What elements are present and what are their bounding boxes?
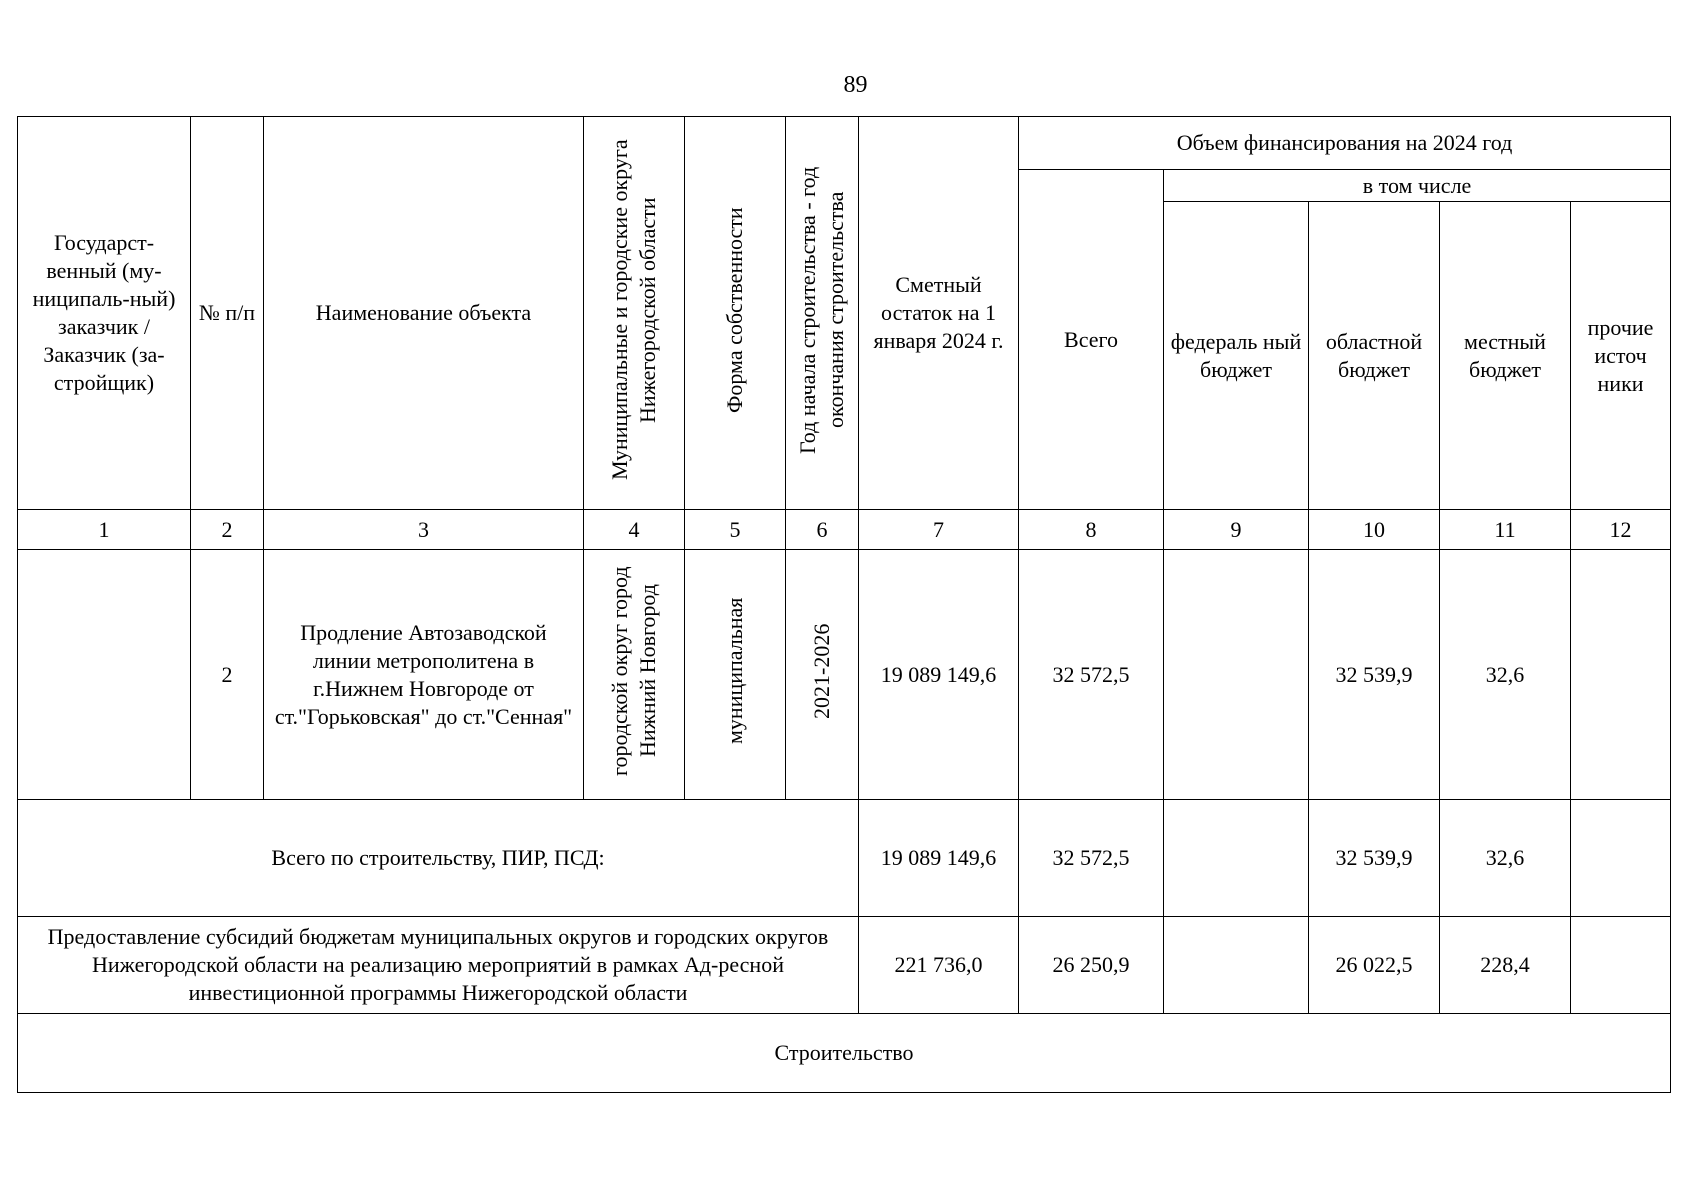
- total-row: [18, 800, 1671, 917]
- object-customer: [18, 550, 191, 800]
- column-number: 11: [1440, 510, 1571, 550]
- column-number: 12: [1571, 510, 1671, 550]
- object-years-cell: [786, 550, 859, 800]
- object-years: 2021-2026: [809, 623, 834, 719]
- subsidy-other: [1571, 917, 1671, 1014]
- object-other: [1571, 550, 1671, 800]
- subsidy-label: Предоставление субсидий бюджетам муниципальных округов и городских округов Нижегородской области на реализацию мероприятий в рамках Ад-ресной инвестиционной программы Нижегородской области: [18, 917, 859, 1014]
- object-municipality-cell: [584, 550, 685, 800]
- object-federal: [1164, 550, 1309, 800]
- object-ownership: муниципальная: [722, 597, 747, 745]
- object-municipality: городской округ город Нижний Новгород: [607, 566, 660, 776]
- section-construction: Строительство: [18, 1014, 1671, 1093]
- header-ownership-cell: [685, 117, 786, 510]
- header-ownership: Форма собственности: [722, 206, 747, 413]
- object-total: 32 572,5: [1019, 550, 1164, 800]
- object-estimate-balance: 19 089 149,6: [859, 550, 1019, 800]
- total-other: [1571, 800, 1671, 917]
- object-name: Продление Автозаводской линии метрополитена в г.Нижнем Новгороде от ст."Горьковская" до ст."Сенная": [264, 550, 584, 800]
- header-municipality: Муниципальные и городские округа Нижегородской области: [607, 139, 660, 480]
- total-federal: [1164, 800, 1309, 917]
- investment-table: [17, 116, 1671, 1093]
- header-object-name: Наименование объекта: [264, 117, 584, 510]
- total-regional: 32 539,9: [1309, 800, 1440, 917]
- column-number: 8: [1019, 510, 1164, 550]
- page-number: 89: [843, 72, 868, 98]
- header-including: в том числе: [1164, 170, 1671, 202]
- subsidy-row: [18, 917, 1671, 1014]
- column-number: 10: [1309, 510, 1440, 550]
- subsidy-local: 228,4: [1440, 917, 1571, 1014]
- header-regional: областной бюджет: [1309, 202, 1440, 510]
- column-number: 3: [264, 510, 584, 550]
- object-local: 32,6: [1440, 550, 1571, 800]
- header-funding-title: Объем финансирования на 2024 год: [1019, 117, 1671, 170]
- object-regional: 32 539,9: [1309, 550, 1440, 800]
- header-years-cell: [786, 117, 859, 510]
- object-number: 2: [191, 550, 264, 800]
- column-number: 4: [584, 510, 685, 550]
- column-number: 5: [685, 510, 786, 550]
- header-estimate-balance: Сметный остаток на 1 января 2024 г.: [859, 117, 1019, 510]
- header-row-1: [18, 117, 1671, 170]
- header-municipality-cell: [584, 117, 685, 510]
- header-local: местный бюджет: [1440, 202, 1571, 510]
- column-number-row: [18, 510, 1671, 550]
- object-ownership-cell: [685, 550, 786, 800]
- header-years: Год начала строительства - год окончания строительства: [795, 165, 848, 454]
- header-other: прочие источ ники: [1571, 202, 1671, 510]
- section-row: [18, 1014, 1671, 1093]
- subsidy-estimate-balance: 221 736,0: [859, 917, 1019, 1014]
- header-total: Всего: [1019, 170, 1164, 510]
- column-number: 9: [1164, 510, 1309, 550]
- total-total: 32 572,5: [1019, 800, 1164, 917]
- object-row: [18, 550, 1671, 800]
- total-estimate-balance: 19 089 149,6: [859, 800, 1019, 917]
- column-number: 2: [191, 510, 264, 550]
- header-federal: федераль ный бюджет: [1164, 202, 1309, 510]
- column-number: 1: [18, 510, 191, 550]
- subsidy-regional: 26 022,5: [1309, 917, 1440, 1014]
- header-number: № п/п: [191, 117, 264, 510]
- total-local: 32,6: [1440, 800, 1571, 917]
- column-number: 7: [859, 510, 1019, 550]
- column-number: 6: [786, 510, 859, 550]
- subsidy-federal: [1164, 917, 1309, 1014]
- total-label: Всего по строительству, ПИР, ПСД:: [18, 800, 859, 917]
- header-customer: Государст- венный (му-ниципаль-ный) заказчик / Заказчик (за-стройщик): [18, 117, 191, 510]
- subsidy-total: 26 250,9: [1019, 917, 1164, 1014]
